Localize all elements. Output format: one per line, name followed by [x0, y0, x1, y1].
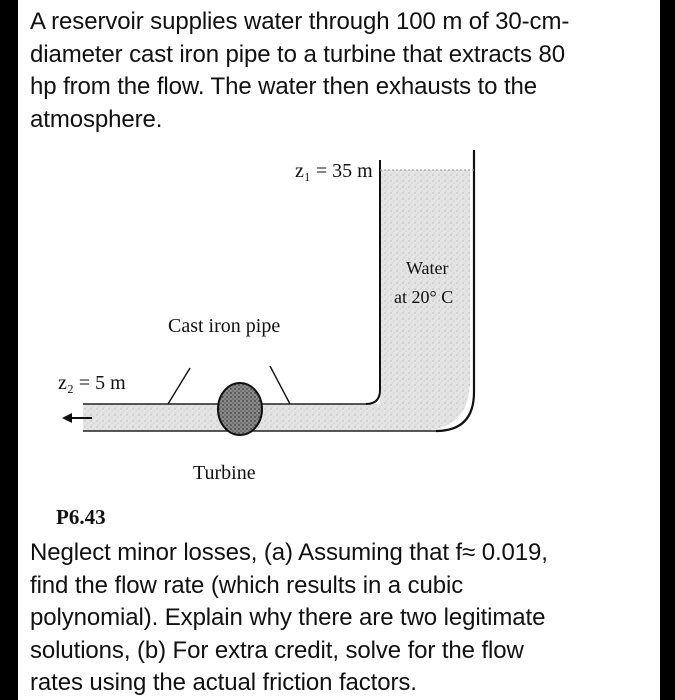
pipe-label: Cast iron pipe — [168, 315, 281, 337]
problem-page — [18, 0, 660, 700]
question-line: polynomial). Explain why there are two legitimate — [30, 604, 546, 631]
question-line: Neglect minor losses, (a) Assuming that f≈ 0.019, — [30, 539, 548, 566]
water-temp-label: at 20° C — [394, 287, 454, 307]
intro-line: hp from the flow. The water then exhausts to the — [30, 73, 538, 100]
figure-number: P6.43 — [56, 505, 106, 529]
turbine-label: Turbine — [193, 462, 256, 484]
pipe-pointer-left — [168, 368, 190, 404]
intro-line: diameter cast iron pipe to a turbine that extracts 80 — [30, 40, 565, 68]
outflow-arrow-head — [62, 413, 72, 423]
intro-line: A reservoir supplies water through 100 m of 30-cm- — [30, 8, 570, 35]
question-line: rates using the actual friction factors. — [30, 669, 417, 696]
pipe-elbow-inner — [366, 390, 380, 404]
elbow-water — [380, 380, 470, 431]
z2-label: z₂ = 5 m — [58, 372, 126, 394]
question-line: find the flow rate (which results in a cubic — [30, 571, 464, 599]
problem-question — [30, 537, 650, 700]
turbine-body — [218, 383, 262, 435]
pipe-pointer-right — [270, 366, 290, 404]
question-line: solutions, (b) For extra credit, solve for the flow — [30, 636, 524, 664]
z1-label: z₁ = 35 m — [295, 160, 373, 182]
water-label: Water — [406, 258, 449, 278]
intro-line: atmosphere. — [30, 105, 163, 133]
